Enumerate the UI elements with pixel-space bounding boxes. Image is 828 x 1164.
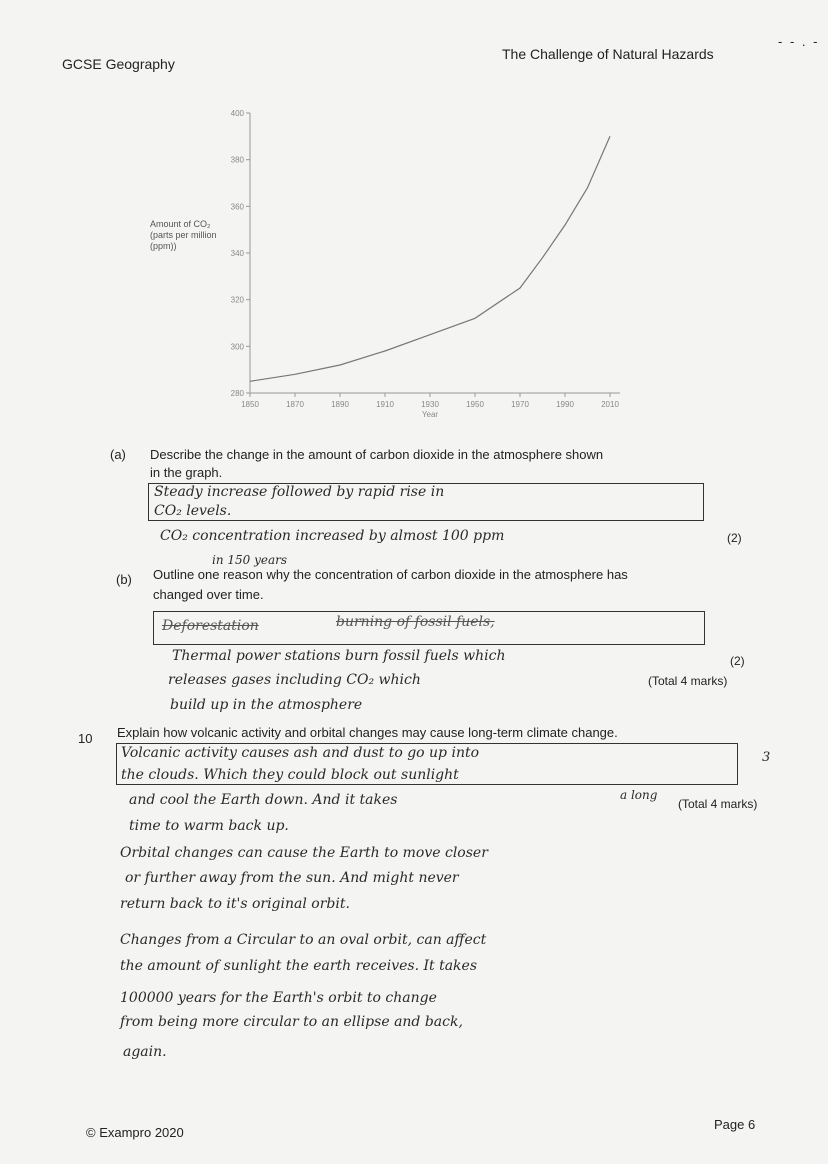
y-tick-label: 340 bbox=[230, 249, 244, 258]
y-tick-label: 300 bbox=[230, 342, 244, 352]
question-10-text: Explain how volcanic activity and orbital changes may cause long-term climate change. bbox=[117, 725, 618, 740]
question-10-total-marks: (Total 4 marks) bbox=[678, 797, 758, 811]
answer-10-line-3: and cool the Earth down. And it takes bbox=[129, 792, 398, 808]
question-b-text-2: changed over time. bbox=[153, 587, 264, 602]
answer-b-struck-1: Deforestation bbox=[162, 618, 259, 634]
answer-10-line-11: from being more circular to an ellipse and back, bbox=[120, 1014, 463, 1030]
question-b-total-marks: (Total 4 marks) bbox=[648, 674, 728, 688]
x-tick-label: 1910 bbox=[376, 400, 394, 409]
answer-b-line-3: build up in the atmosphere bbox=[170, 697, 363, 713]
answer-10-line-6: or further away from the sun. And might never bbox=[125, 870, 459, 886]
question-a-label: (a) bbox=[110, 447, 126, 462]
x-tick-label: 1930 bbox=[421, 400, 439, 409]
header-topic: The Challenge of Natural Hazards bbox=[502, 46, 714, 62]
y-tick-label: 320 bbox=[230, 295, 244, 305]
answer-a-line-3: CO₂ concentration increased by almost 100 ppm bbox=[160, 528, 505, 544]
x-tick-label: 1950 bbox=[466, 400, 484, 409]
answer-b-line-2: releases gases including CO₂ which bbox=[168, 672, 421, 688]
answer-10-line-8: Changes from a Circular to an oval orbit, can affect bbox=[120, 932, 487, 948]
answer-a-line-1: Steady increase followed by rapid rise in bbox=[154, 484, 445, 500]
answer-10-line-9: the amount of sunlight the earth receives. It takes bbox=[120, 958, 478, 974]
answer-10-line-2: the clouds. Which they could block out sunlight bbox=[121, 767, 459, 783]
x-tick-label: 1850 bbox=[241, 400, 259, 409]
answer-a-line-4: in 150 years bbox=[212, 553, 288, 567]
co2-series-line bbox=[250, 136, 610, 381]
corner-marks: - - . - bbox=[778, 34, 820, 49]
question-a-text-1: Describe the change in the amount of carbon dioxide in the atmosphere shown bbox=[150, 447, 604, 462]
header-subject: GCSE Geography bbox=[62, 56, 175, 72]
answer-10-line-5: Orbital changes can cause the Earth to move closer bbox=[120, 845, 488, 861]
x-tick-label: 1990 bbox=[556, 400, 574, 409]
answer-b-struck-2: burning of fossil fuels, bbox=[336, 614, 495, 630]
y-tick-label: 380 bbox=[230, 155, 244, 165]
x-tick-label: 1870 bbox=[286, 400, 304, 409]
answer-10-line-7: return back to it's original orbit. bbox=[120, 896, 350, 912]
answer-a-line-2: CO₂ levels. bbox=[154, 503, 232, 519]
question-b-marks: (2) bbox=[730, 654, 745, 668]
x-tick-label: 2010 bbox=[601, 400, 619, 409]
answer-10-line-1: Volcanic activity causes ash and dust to go up into bbox=[121, 745, 480, 761]
y-tick-label: 400 bbox=[230, 109, 244, 118]
question-a-text-2: in the graph. bbox=[150, 465, 223, 480]
chart-x-axis-label: Year bbox=[421, 410, 439, 419]
answer-b-line-1: Thermal power stations burn fossil fuels which bbox=[172, 648, 506, 664]
chart-y-axis-label: Amount of CO₂ (parts per million (ppm)) bbox=[150, 219, 217, 251]
x-tick-label: 1970 bbox=[511, 400, 529, 409]
footer-page-number: Page 6 bbox=[714, 1117, 756, 1132]
margin-score: 3 bbox=[762, 750, 771, 765]
x-tick-label: 1890 bbox=[331, 400, 349, 409]
answer-10-line-4: time to warm back up. bbox=[129, 818, 289, 834]
answer-10-line-12: again. bbox=[123, 1044, 167, 1060]
y-tick-label: 280 bbox=[230, 389, 244, 398]
question-b-label: (b) bbox=[116, 572, 132, 587]
answer-10-line-10: 100000 years for the Earth's orbit to change bbox=[120, 990, 437, 1006]
co2-line-chart bbox=[200, 105, 660, 425]
question-10-number: 10 bbox=[78, 731, 93, 746]
question-a-marks: (2) bbox=[727, 531, 742, 545]
question-b-text-1: Outline one reason why the concentration of carbon dioxide in the atmosphere has bbox=[153, 567, 628, 582]
answer-10-inserted-word: a long bbox=[620, 788, 658, 802]
y-tick-label: 360 bbox=[230, 202, 244, 212]
footer-copyright: © Exampro 2020 bbox=[86, 1125, 184, 1140]
